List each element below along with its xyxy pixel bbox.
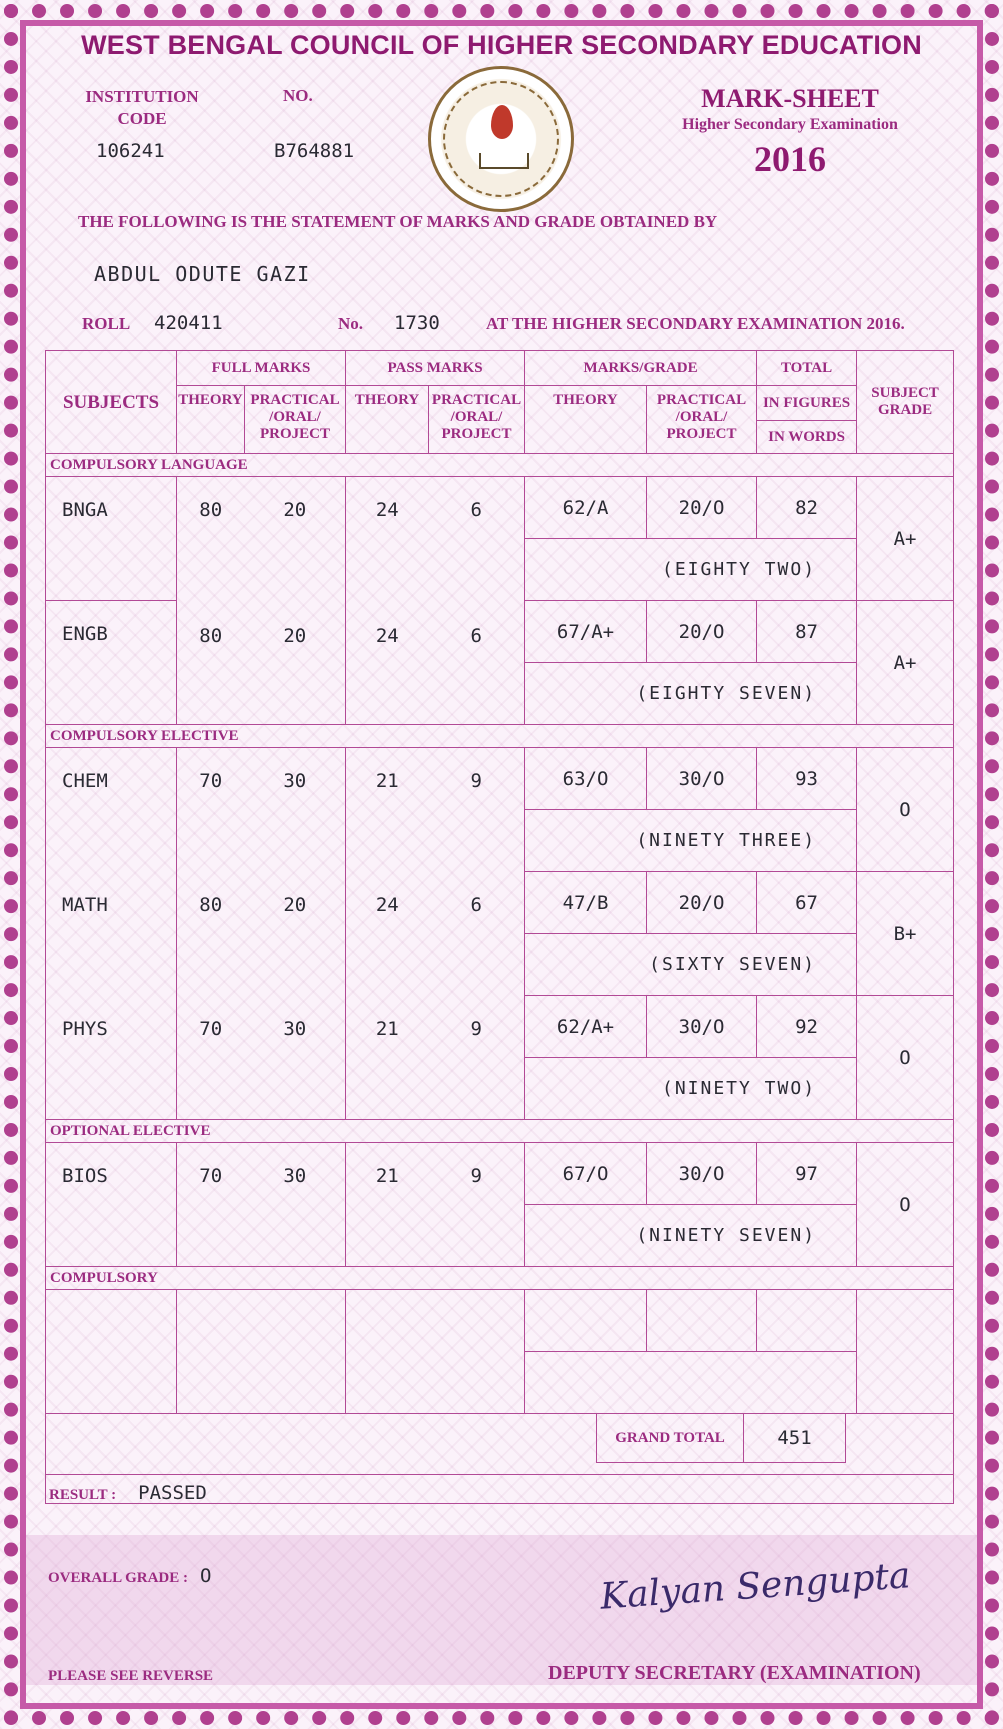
theory-grade-cell: 62/A xyxy=(525,477,647,539)
total-figures-cell: 82 xyxy=(757,477,857,539)
practical-grade-cell: 30/O xyxy=(647,996,757,1058)
subject-grade-cell: A+ xyxy=(857,601,954,725)
pass-theory-cell: 24 24 xyxy=(346,477,429,725)
total-figures-cell: 87 xyxy=(757,601,857,663)
col-pass-theory: THEORY xyxy=(346,386,429,454)
col-mg-theory: THEORY xyxy=(525,386,647,454)
exam-year: 2016 xyxy=(754,139,826,179)
col-subject-grade: SUBJECT GRADE xyxy=(857,351,954,454)
roll-label: ROLL xyxy=(82,314,131,333)
grand-total-label: GRAND TOTAL xyxy=(597,1414,744,1462)
col-marks-grade: MARKS/GRADE xyxy=(525,351,757,386)
theory-grade-cell: 47/B xyxy=(525,872,647,934)
section-compulsory-elective: COMPULSORY ELECTIVE xyxy=(46,725,954,748)
roll-value: 420411 xyxy=(154,312,223,334)
section-row xyxy=(46,1120,954,1143)
full-practical-cell: 20 20 xyxy=(245,477,346,725)
col-full-practical: PRACTICAL /ORAL/ PROJECT xyxy=(245,386,346,454)
section-row xyxy=(46,1267,954,1290)
pass-practical-cell: 9 xyxy=(429,1143,525,1267)
col-full-theory: THEORY xyxy=(177,386,245,454)
institution-code-value: 106241 xyxy=(96,140,165,162)
result-value: PASSED xyxy=(138,1482,207,1504)
section-row xyxy=(46,725,954,748)
total-figures-cell: 93 xyxy=(757,748,857,810)
student-name: ABDUL ODUTE GAZI xyxy=(94,262,311,286)
table-row xyxy=(46,477,954,539)
total-figures-cell: 97 xyxy=(757,1143,857,1205)
table-row xyxy=(46,1290,954,1352)
full-practical-cell: 30 20 30 xyxy=(245,748,346,1120)
subject-grade-cell: A+ xyxy=(857,477,954,601)
subject-grade-cell: O xyxy=(857,1143,954,1267)
exam-name: Higher Secondary Examination xyxy=(682,116,898,133)
practical-grade-cell: 20/O xyxy=(647,601,757,663)
col-subjects: SUBJECTS xyxy=(46,351,177,454)
sheet-no-value: B764881 xyxy=(274,140,355,162)
total-figures-cell: 67 xyxy=(757,872,857,934)
roll-no-label: No. xyxy=(338,314,364,333)
subject-cell: CHEM MATH PHYS xyxy=(46,748,177,1120)
total-words-cell: (EIGHTY TWO) xyxy=(525,539,857,601)
subject-cell: BNGA xyxy=(46,477,177,601)
subject-cell: BIOS xyxy=(46,1143,177,1267)
table-row xyxy=(46,748,954,810)
overall-grade-label: OVERALL GRADE : xyxy=(48,1570,189,1586)
col-total: TOTAL xyxy=(757,351,857,386)
table-header-row xyxy=(46,351,954,386)
practical-grade-cell: 30/O xyxy=(647,1143,757,1205)
seal-book-icon xyxy=(479,153,529,169)
grand-total-row xyxy=(46,1414,954,1504)
exam-line: AT THE HIGHER SECONDARY EXAMINATION 2016. xyxy=(486,314,905,333)
institution-code-label: INSTITUTION CODE xyxy=(85,87,199,128)
col-pass-practical: PRACTICAL /ORAL/ PROJECT xyxy=(429,386,525,454)
overall-grade-line xyxy=(48,1565,211,1587)
marksheet-heading xyxy=(660,84,920,180)
total-words-cell: (NINETY SEVEN) xyxy=(525,1205,857,1267)
result-line xyxy=(49,1482,207,1504)
sheet-no-label: NO. xyxy=(283,86,313,105)
col-mg-practical: PRACTICAL /ORAL/ PROJECT xyxy=(647,386,757,454)
result-label: RESULT : xyxy=(49,1487,117,1503)
seal-flame-icon xyxy=(491,105,513,139)
reverse-note: PLEASE SEE REVERSE xyxy=(48,1668,214,1684)
full-theory-cell: 80 80 xyxy=(177,477,245,725)
practical-grade-cell: 20/O xyxy=(647,872,757,934)
total-words-cell: (EIGHTY SEVEN) xyxy=(525,663,857,725)
full-theory-cell: 70 80 70 xyxy=(177,748,245,1120)
council-title: WEST BENGAL COUNCIL OF HIGHER SECONDARY EDUCATION xyxy=(81,30,922,60)
total-words-cell: (NINETY THREE) xyxy=(525,810,857,872)
signature: Kalyan Sengupta xyxy=(598,1555,912,1618)
section-optional-elective: OPTIONAL ELECTIVE xyxy=(46,1120,954,1143)
grand-total-box xyxy=(596,1414,846,1463)
subject-cell: ENGB xyxy=(46,601,177,725)
col-pass-marks: PASS MARKS xyxy=(346,351,525,386)
grand-total-value: 451 xyxy=(777,1427,812,1449)
marks-table xyxy=(45,350,954,1504)
total-figures-cell: 92 xyxy=(757,996,857,1058)
col-in-figures: IN FIGURES xyxy=(757,386,857,421)
doc-type: MARK-SHEET xyxy=(701,84,879,113)
overall-grade-value: O xyxy=(200,1565,212,1587)
table-row xyxy=(46,1143,954,1205)
full-practical-cell: 30 xyxy=(245,1143,346,1267)
total-words-cell: (NINETY TWO) xyxy=(525,1058,857,1120)
practical-grade-cell: 30/O xyxy=(647,748,757,810)
statement-line: THE FOLLOWING IS THE STATEMENT OF MARKS AND GRADE OBTAINED BY xyxy=(78,212,718,231)
table-subheader-row xyxy=(46,386,954,421)
theory-grade-cell: 67/A+ xyxy=(525,601,647,663)
subject-grade-cell: O xyxy=(857,996,954,1120)
roll-no-value: 1730 xyxy=(394,312,440,334)
pass-theory-cell: 21 xyxy=(346,1143,429,1267)
section-compulsory-language: COMPULSORY LANGUAGE xyxy=(46,454,954,477)
full-theory-cell: 70 xyxy=(177,1143,245,1267)
pass-practical-cell: 6 6 xyxy=(429,477,525,725)
theory-grade-cell: 63/O xyxy=(525,748,647,810)
practical-grade-cell: 20/O xyxy=(647,477,757,539)
col-in-words: IN WORDS xyxy=(757,421,857,454)
seal-ring xyxy=(443,81,559,197)
signatory-title: DEPUTY SECRETARY (EXAMINATION) xyxy=(548,1662,921,1684)
theory-grade-cell: 62/A+ xyxy=(525,996,647,1058)
subject-grade-cell: B+ xyxy=(857,872,954,996)
theory-grade-cell: 67/O xyxy=(525,1143,647,1205)
council-seal xyxy=(428,66,574,212)
pass-practical-cell: 9 6 9 xyxy=(429,748,525,1120)
col-full-marks: FULL MARKS xyxy=(177,351,346,386)
section-row xyxy=(46,454,954,477)
pass-theory-cell: 21 24 21 xyxy=(346,748,429,1120)
total-words-cell: (SIXTY SEVEN) xyxy=(525,934,857,996)
section-compulsory: COMPULSORY xyxy=(46,1267,954,1290)
subject-grade-cell: O xyxy=(857,748,954,872)
